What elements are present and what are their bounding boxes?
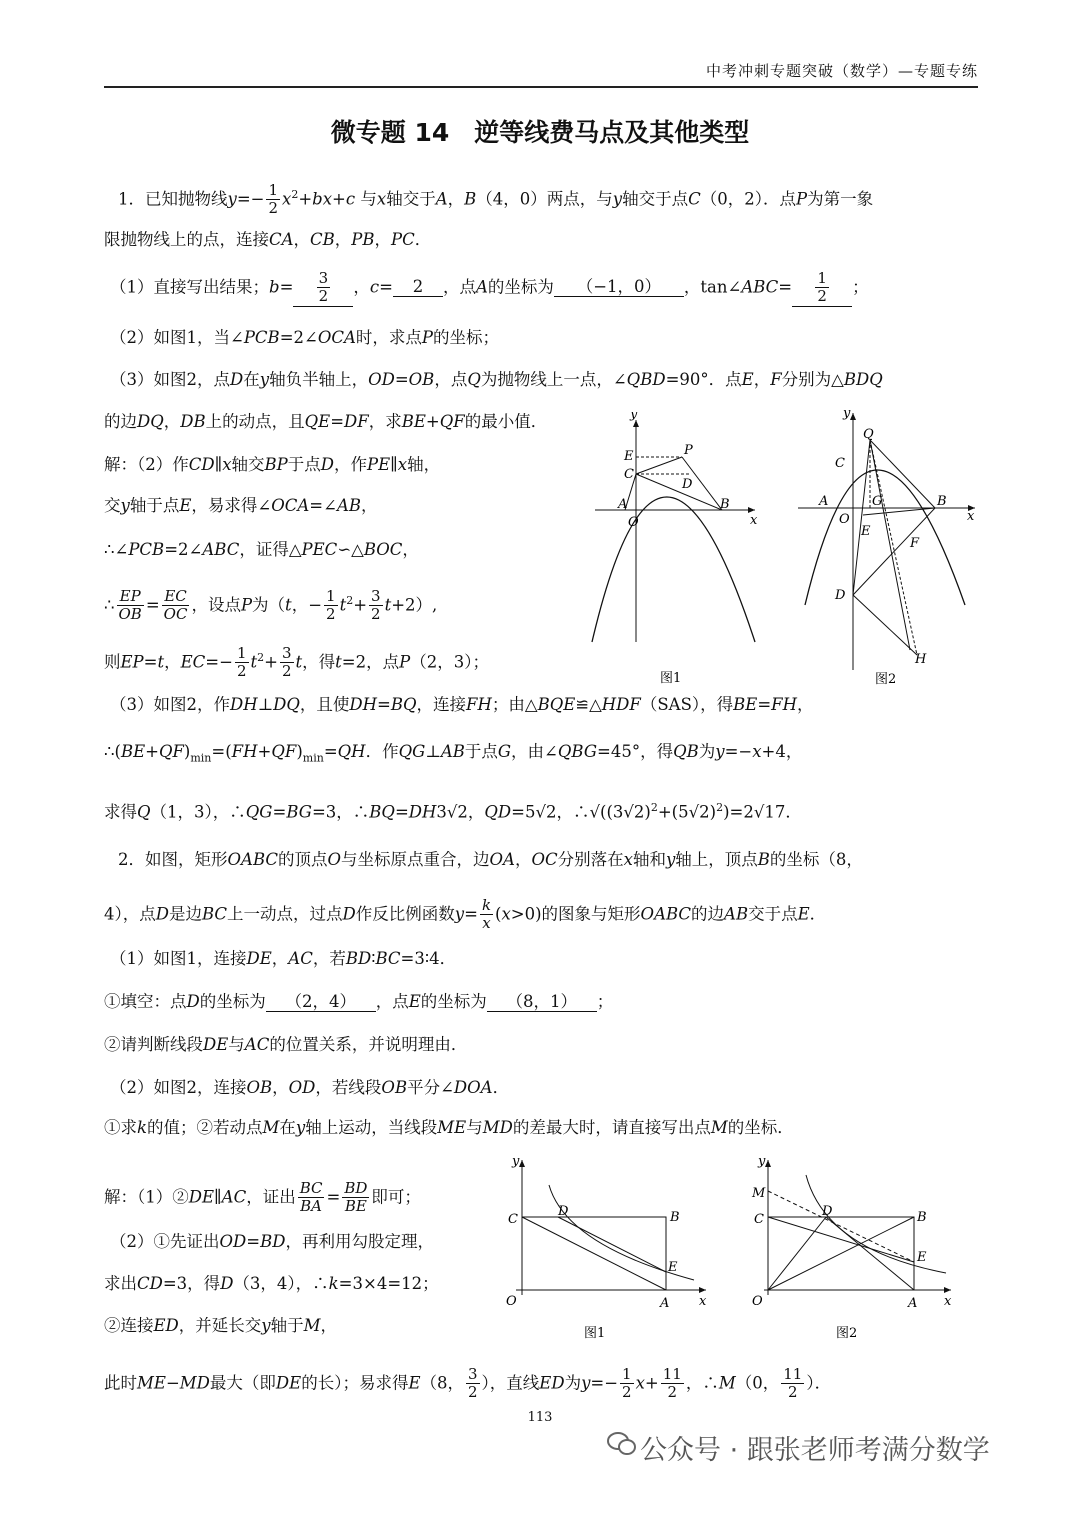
fig1-y-label: y: [630, 412, 638, 422]
p2-sol-1: 解：（1）②DE∥AC，证出 $\frac{BC}{BA}$ = $\frac{BD}{BE}$ 即可；: [104, 1179, 421, 1216]
p1-sol-3: ∴∠PCB=2∠ABC，证得△PEC∽△BOC，: [104, 540, 419, 559]
p2f1-E-label: E: [668, 1260, 678, 1275]
p2f1-B-label: B: [670, 1210, 680, 1225]
watermark: 公众号 · 跟张老师考满分数学: [640, 1435, 990, 1466]
p2-line2: 4），点D是边BC上一动点，过点D作反比例函数y= $\frac{k}{x}$ (x>0)的图象与矩形OABC的边AB交于点E．: [104, 896, 827, 933]
fig2-x-label: x: [967, 509, 975, 524]
fig2-D-label: D: [835, 588, 846, 603]
fig1-P-label: P: [684, 443, 693, 458]
running-header: 中考冲刺专题突破（数学）—专题专练: [705, 62, 978, 80]
p1-sol-6: （3）如图2，作DH⊥DQ，且使DH=BQ，连接FH；由△BQE≌△HDF（SAS），得BE=FH，: [110, 695, 814, 714]
p2f1-O-label: O: [506, 1294, 517, 1309]
p2f2-O-label: O: [752, 1294, 763, 1309]
fig2-F-label: F: [910, 536, 920, 551]
p1-sol-2: 交y轴于点E，易求得∠OCA=∠AB，: [104, 496, 378, 515]
p1-sol-5: 则EP=t，EC=− $\frac{1}{2}$ $t^2+$ $\frac{3}{2}$ t，得t=2，点P（2，3）；: [104, 644, 489, 681]
wechat-icon: [607, 1430, 637, 1458]
p2f2-y-label: y: [758, 1155, 766, 1169]
p2f2-B-label: B: [917, 1210, 927, 1225]
fig1-O-label: O: [628, 515, 639, 530]
p2-q3: ①求k的值；②若动点M在y轴上运动，当线段ME与MD的差最大时，请直接写出点M的坐标．: [104, 1118, 794, 1137]
p2f1-A-label: A: [660, 1296, 670, 1311]
fig2-B-label: B: [937, 494, 947, 509]
p2-line1: 2．如图，矩形OABC的顶点O与坐标原点重合，边OA，OC分别落在x轴和y轴上，顶点B的坐标（8，: [118, 850, 863, 869]
p1-sol-8: 求得Q（1，3），∴QG=BG=3，∴BQ=DH3√2，QD=5√2，$\therefore√((3√2)^2+(5√2)^2)=2√17$．: [104, 801, 802, 822]
p2-figure-2: [746, 1155, 956, 1345]
p1-q3-line2: 的边DQ，DB上的动点，且QE=DF，求BE+QF的最小值．: [104, 412, 548, 431]
p2-q1: （1）如图1，连接DE，AC，若BD∶BC=3∶4．: [110, 949, 457, 968]
p1-q3: （3）如图2，点D在y轴负半轴上，OD=OB，点Q为抛物线上一点，∠QBD=90°．点E，F分别为△BDQ: [110, 370, 883, 389]
p2-fill: ①填空：点D的坐标为 （2，4） ，点E的坐标为 （8，1） ；: [104, 992, 614, 1011]
p1-line2: 限抛物线上的点，连接CA，CB，PB，PC．: [104, 230, 432, 249]
p1-line1: 1．已知抛物线y=− $\frac{1}{2}$ $x^2+bx+c$ 与x轴交于A，B（4，0）两点，与y轴交于点C（0，2）．点P为第一象: [118, 181, 874, 218]
p1-sol-4: ∴ $\frac{EP}{OB}$ = $\frac{EC}{OC}$ ，设点P为（t，− $\frac{1}{2}$ $t^2+$ $\frac{3}{2}$ t+2）,: [104, 587, 438, 624]
fig2-C-label: C: [835, 456, 845, 471]
fig1-A-label: A: [618, 497, 628, 512]
fig2-caption: 图2: [875, 672, 897, 687]
p2f2-D-label: D: [822, 1204, 833, 1219]
fig2-A-label: A: [819, 494, 829, 509]
fig2-E-label: E: [861, 524, 871, 539]
p1-sol-7: $\therefore(BE+QF)_{min}=(FH+QF)_{min}=QH$．作QG⊥AB于点G，由∠QBG=45°，得QB为y=−x+4，: [104, 742, 803, 765]
page-number: 113: [527, 1410, 553, 1425]
p2-q2: （2）如图2，连接OB，OD，若线段OB平分∠DOA．: [110, 1078, 510, 1097]
fig1-E-label: E: [624, 449, 634, 464]
p2f2-x-label: x: [944, 1294, 952, 1309]
p2f2-caption: 图2: [836, 1326, 858, 1341]
fig1-C-label: C: [624, 467, 634, 482]
p2-sol-3: 求出CD=3，得D（3，4），∴k=3×4=12；: [104, 1274, 439, 1293]
p2-judge: ②请判断线段DE与AC的位置关系，并说明理由．: [104, 1035, 468, 1054]
fig2-H-label: H: [915, 652, 927, 667]
p2f1-C-label: C: [508, 1212, 518, 1227]
p1-q1: （1）直接写出结果；b= $\frac{3}{2}$ ，c= 2 ，点A的坐标为 （−1，0） ，tan∠ABC= $\frac{1}{2}$ ；: [110, 269, 869, 306]
header-rule: [104, 86, 978, 88]
p2-figure-1: [494, 1155, 719, 1345]
fig2-O-label: O: [839, 512, 850, 527]
p1-figure-2: [795, 405, 980, 687]
fig1-B-label: B: [720, 497, 730, 512]
p2f2-E-label: E: [917, 1250, 927, 1265]
p1-q2: （2）如图1，当∠PCB=2∠OCA时，求点P的坐标；: [110, 328, 500, 347]
p2-sol-5: 此时ME−MD最大（即DE的长）；易求得E（8， $\frac{3}{2}$ ），直线ED为y=− $\frac{1}{2}$ x+ $\frac{11}{2}$ ，∴M（0， $\frac{11}{2}$ ）．: [104, 1365, 832, 1402]
p1-figure-1: [590, 412, 770, 687]
p2f1-x-label: x: [699, 1294, 707, 1309]
fig1-D-label: D: [682, 477, 693, 492]
p2f1-caption: 图1: [584, 1326, 606, 1341]
p2f2-A-label: A: [908, 1296, 918, 1311]
p2-sol-2: （2）①先证出OD=BD，再利用勾股定理，: [110, 1232, 434, 1251]
fig1-caption: 图1: [660, 671, 682, 686]
p2f1-y-label: y: [512, 1155, 520, 1169]
p2-sol-4: ②连接ED，并延长交y轴于M，: [104, 1316, 338, 1335]
fig1-x-label: x: [750, 513, 758, 528]
fig2-G-label: G: [872, 494, 883, 509]
fig2-Q-label: Q: [863, 427, 874, 442]
p1-sol-1: 解：（2）作CD∥x轴交BP于点D，作PE∥x轴，: [104, 455, 441, 474]
p2f2-C-label: C: [754, 1212, 764, 1227]
p2f1-D-label: D: [558, 1204, 569, 1219]
page-title: 微专题 14 逆等线费马点及其他类型: [330, 118, 750, 147]
fig2-y-label: y: [843, 406, 851, 421]
p2f2-M-label: M: [752, 1186, 766, 1201]
